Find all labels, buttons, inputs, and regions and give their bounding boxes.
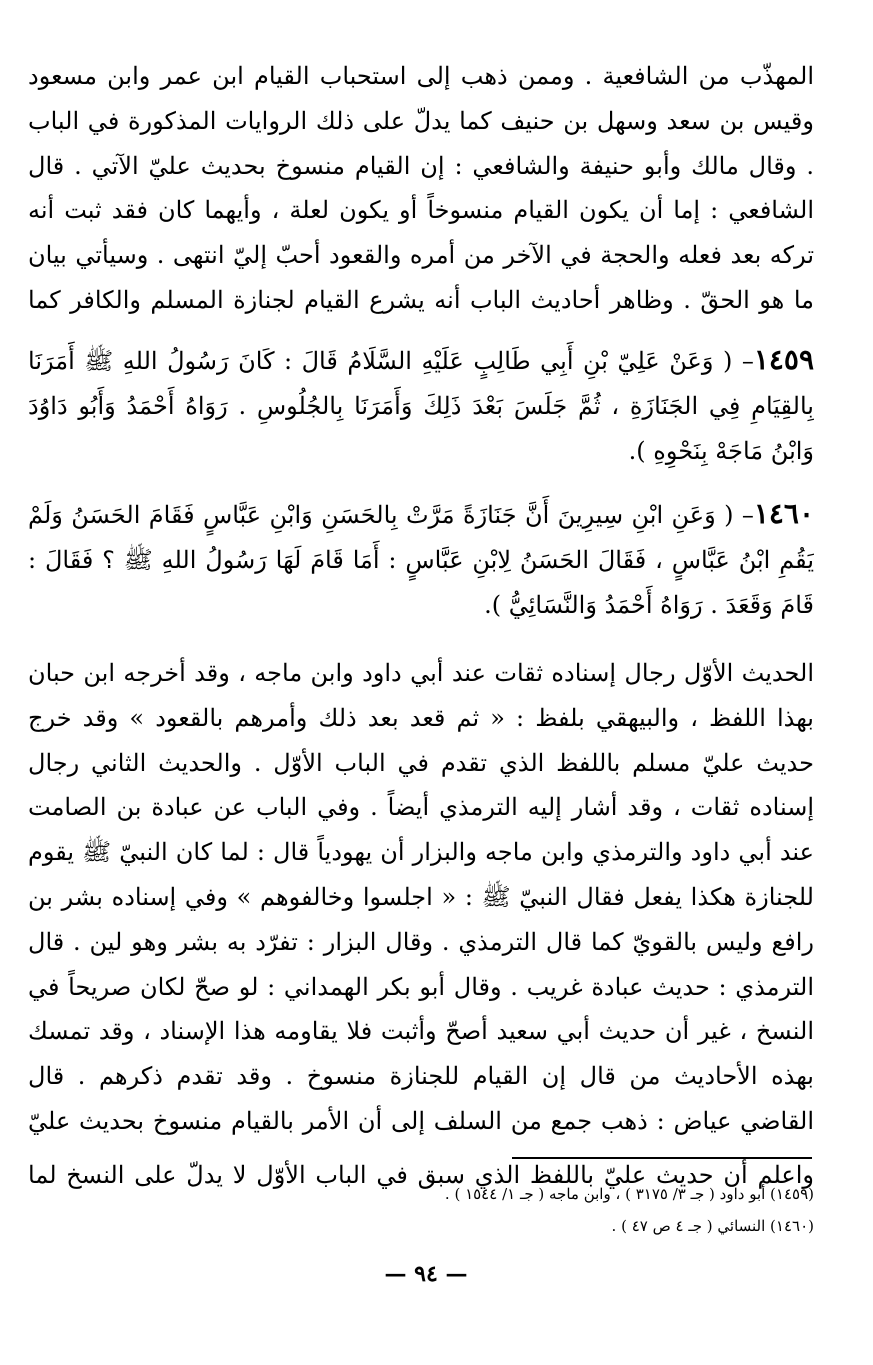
spacer	[28, 1141, 814, 1153]
hadith-1460-text: – ( وَعَنِ ابْنِ سِيرِينَ أَنَّ جَنَازَةً مَرَّتْ بِالحَسَنِ وَابْنِ عَبَّاسٍ فَقَامَ الحَسَنُ وَلَمْ يَقُمِ ابْنُ عَبَّاسٍ ، فَقَالَ الحَسَنُ لِابْنِ عَبَّاسٍ : أَمَا قَامَ لَهَا رَسُولُ اللهِ ﷺ ؟ فَقَالَ : قَامَ وَقَعَدَ . رَوَاهُ أَحْمَدُ وَالنَّسَائِيُّ ).	[28, 501, 814, 619]
spacer	[28, 324, 814, 338]
hadith-1459-text: – ( وَعَنْ عَلِيّ بْنِ أَبِي طَالِبٍ عَلَيْهِ السَّلَامُ قَالَ : كَانَ رَسُولُ اللهِ ﷺ أَمَرَنَا بِالقِيَامِ فِي الجَنَازَةِ ، ثُمَّ جَلَسَ بَعْدَ ذَلِكَ وَأَمَرَنَا بِالجُلُوسِ . رَوَاهُ أَحْمَدُ وَأَبُو دَاوُدَ وَابْنُ مَاجَهْ بِنَحْوِهِ ).	[28, 347, 814, 465]
footnote-separator	[512, 1157, 812, 1159]
intro-paragraph: المهذّب من الشافعية . وممن ذهب إلى استحباب القيام ابن عمر وابن مسعود وقيس بن سعد وسهل بن حنيف كما يدلّ على ذلك الروايات المذكورة في الباب . وقال مالك وأبو حنيفة والشافعي : إن القيام منسوخ بحديث عليّ الآتي . قال الشافعي : إما أن يكون القيام منسوخاً أو يكون لعلة ، وأيهما كان فقد ثبت أنه تركه بعد فعله والحجة في الآخر من أمره والقعود أحبّ إليّ انتهى . وسيأتي بيان ما هو الحقّ . وظاهر أحاديث الباب أنه يشرع القيام لجنازة المسلم والكافر كما	[28, 62, 814, 314]
footnote-1460: (١٤٦٠) النسائي ( جـ ٤ ص ٤٧ ) .	[611, 1217, 814, 1235]
page-number: — ٩٤ —	[384, 1261, 468, 1287]
hadith-1460-number: ١٤٦٠	[753, 497, 814, 530]
footnotes	[28, 1178, 814, 1242]
closing-paragraph: واعلم أن حديث عليّ باللفظ الذي سبق في الباب الأوّل لا يدلّ على النسخ لما	[28, 1161, 814, 1189]
hadith-1460	[28, 492, 814, 628]
hadith-1459	[28, 338, 814, 474]
commentary-paragraph: الحديث الأوّل رجال إسناده ثقات عند أبي داود وابن ماجه ، وقد أخرجه ابن حبان بهذا اللفظ ، والبيهقي بلفظ : « ثم قعد بعد ذلك وأمرهم بالقعود » وقد خرج حديث عليّ مسلم باللفظ الذي تقدم في الباب الأوّل . والحديث الثاني رجال إسناده ثقات ، وقد أشار إليه الترمذي أيضاً . وفي الباب عن عبادة بن الصامت عند أبي داود والترمذي وابن ماجه والبزار أن يهودياً قال : لما كان النبيّ ﷺ يقوم للجنازة هكذا يفعل فقال النبيّ ﷺ : « اجلسوا وخالفوهم » وفي إسناده بشر بن رافع وليس بالقويّ كما قال الترمذي . وقال البزار : تفرّد به بشر وهو لين . قال الترمذي : حديث عبادة غريب . وقال أبو بكر الهمداني : لو صحّ لكان صريحاً في النسخ ، غير أن حديث أبي سعيد أصحّ وأثبت فلا يقاومه هذا الإسناد ، وقد تمسك بهذه الأحاديث من قال إن القيام للجنازة منسوخ . وقد تقدم ذكرهم . قال القاضي عياض : ذهب جمع من السلف إلى أن الأمر بالقيام منسوخ بحديث عليّ	[28, 659, 814, 1135]
page-body	[28, 54, 814, 1199]
spacer	[28, 628, 814, 651]
hadith-1459-number: ١٤٥٩	[753, 343, 814, 376]
footnote-1459: (١٤٥٩) أبو داود ( جـ ٣/ ٣١٧٥ ) ، وابن ماجه ( جـ ١/ ١٥٤٤ ) .	[444, 1185, 814, 1203]
spacer	[28, 474, 814, 492]
